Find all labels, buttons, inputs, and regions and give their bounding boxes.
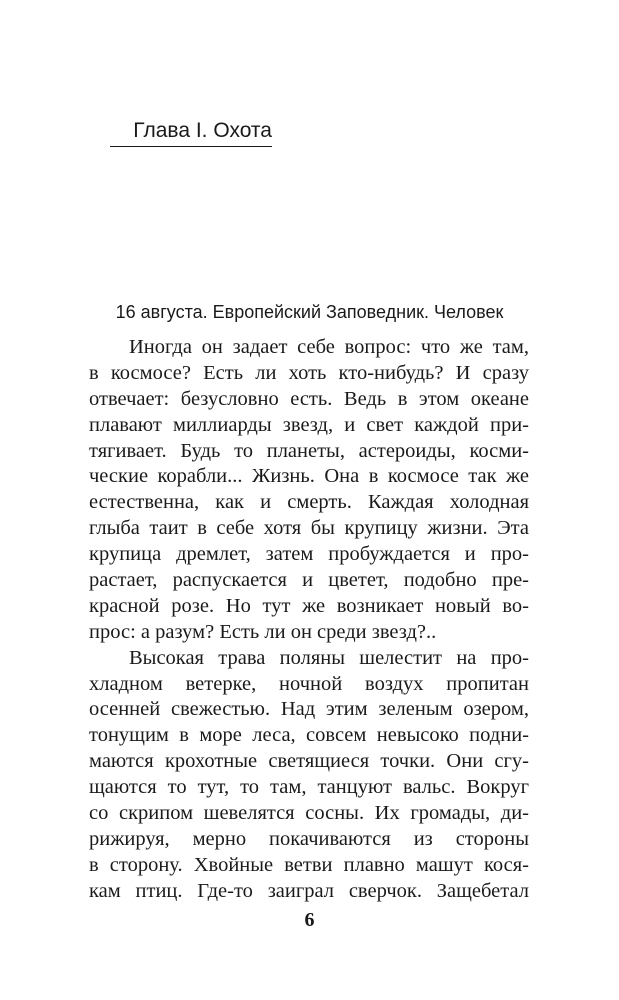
text-line: прос: а разум? Есть ли он среди звезд?..	[89, 620, 437, 643]
text-line: маются крохотные светящиеся точки. Они сгу-	[89, 750, 529, 773]
text-line: плавают миллиарды звезд, и свет каждой при-	[89, 413, 529, 436]
chapter-header	[110, 118, 272, 147]
section-heading: 16 августа. Европейский Заповедник. Человек	[115, 302, 504, 322]
text-line: Высокая трава поляны шелестит на про-	[129, 646, 529, 669]
text-line: отвечает: безусловно есть. Ведь в этом океане	[89, 387, 529, 410]
text-line: в космосе? Есть ли хоть кто-нибудь? И сразу	[89, 361, 529, 384]
text-line: осенней свежестью. Над этим зеленым озером,	[89, 698, 529, 721]
text-line: крупица дремлет, затем пробуждается и про-	[89, 543, 529, 566]
text-line: Иногда он задает себе вопрос: что же там,	[129, 336, 529, 358]
text-line: щаются то тут, то там, танцуют вальс. Вокруг	[89, 776, 529, 799]
page-number: 6	[304, 909, 315, 931]
text-line: естественна, как и смерть. Каждая холодная	[89, 491, 529, 514]
chapter-underline	[110, 146, 272, 147]
text-line: тонущим в море леса, совсем невысоко подни-	[89, 724, 529, 747]
text-line: рижируя, мерно покачиваются из стороны	[89, 827, 529, 850]
text-line: красной розе. Но тут же возникает новый во-	[89, 594, 529, 617]
text-line: в сторону. Хвойные ветви плавно машут кося-	[89, 853, 529, 876]
chapter-title: Глава I. Охота	[133, 119, 272, 142]
text-line: хладном ветерке, ночной воздух пропитан	[89, 672, 529, 695]
text-line: растает, распускается и цветет, подобно пре-	[89, 569, 529, 592]
text-line: ческие корабли... Жизнь. Она в космосе так же	[89, 465, 529, 488]
text-line: тягивает. Будь то планеты, астероиды, косми-	[89, 439, 529, 462]
text-line: кам птиц. Где-то заиграл сверчок. Защебетал	[89, 879, 529, 902]
text-line: со скрипом шевелятся сосны. Их громады, ди-	[89, 802, 529, 825]
body-text	[89, 335, 529, 905]
text-line: глыба таит в себе хотя бы крупицу жизни. Эта	[89, 517, 529, 540]
